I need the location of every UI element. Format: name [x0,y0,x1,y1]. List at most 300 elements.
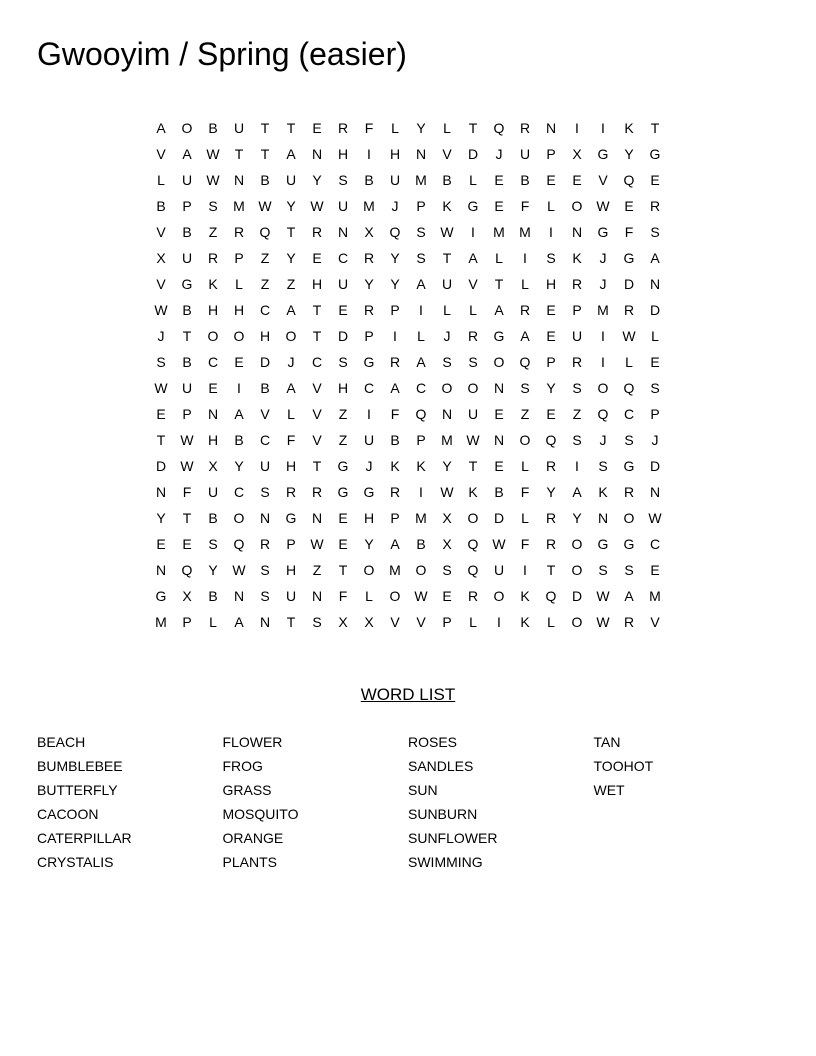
grid-letter[interactable]: I [419,302,423,318]
grid-letter[interactable]: G [623,458,635,474]
grid-letter[interactable]: Y [312,172,322,188]
grid-letter[interactable]: M [415,510,427,526]
grid-letter[interactable]: U [363,432,375,448]
grid-letter[interactable]: D [259,354,271,370]
grid-letter[interactable]: P [390,510,400,526]
grid-letter[interactable]: T [494,276,504,292]
grid-letter[interactable]: Y [546,380,556,396]
grid-letter[interactable]: E [338,302,348,318]
grid-letter[interactable]: T [546,562,556,578]
grid-letter[interactable]: I [523,562,527,578]
grid-letter[interactable]: J [443,328,451,344]
grid-letter[interactable]: C [415,380,427,396]
grid-letter[interactable]: F [520,536,530,552]
grid-letter[interactable]: J [599,250,607,266]
grid-letter[interactable]: G [337,458,349,474]
grid-letter[interactable]: E [182,536,192,552]
grid-letter[interactable]: R [571,276,583,292]
grid-letter[interactable]: S [338,354,348,370]
grid-letter[interactable]: V [442,146,452,162]
grid-letter[interactable]: E [546,172,556,188]
grid-letter[interactable]: N [259,510,271,526]
grid-letter[interactable]: D [467,146,479,162]
grid-letter[interactable]: G [363,484,375,500]
grid-letter[interactable]: S [650,224,660,240]
grid-letter[interactable]: X [208,458,218,474]
grid-letter[interactable]: N [597,510,609,526]
grid-letter[interactable]: U [571,328,583,344]
grid-letter[interactable]: H [311,276,323,292]
grid-letter[interactable]: C [623,406,635,422]
grid-letter[interactable]: H [207,432,219,448]
grid-letter[interactable]: A [494,302,504,318]
grid-letter[interactable]: H [285,562,297,578]
grid-letter[interactable]: Y [390,250,400,266]
grid-letter[interactable]: N [571,224,583,240]
grid-letter[interactable]: K [416,458,426,474]
grid-letter[interactable]: R [467,588,479,604]
grid-letter[interactable]: R [545,510,557,526]
grid-letter[interactable]: G [181,276,193,292]
grid-letter[interactable]: T [338,562,348,578]
grid-letter[interactable]: U [389,172,401,188]
grid-letter[interactable]: B [416,536,426,552]
grid-letter[interactable]: H [545,276,557,292]
grid-letter[interactable]: E [650,562,660,578]
grid-letter[interactable]: J [287,354,295,370]
grid-letter[interactable]: Q [389,224,401,240]
grid-letter[interactable]: O [571,614,583,630]
grid-letter[interactable]: C [207,354,219,370]
grid-letter[interactable]: W [466,432,480,448]
grid-letter[interactable]: G [597,146,609,162]
grid-letter[interactable]: Y [286,250,296,266]
grid-letter[interactable]: C [259,432,271,448]
grid-letter[interactable]: Q [545,432,557,448]
grid-letter[interactable]: A [156,120,166,136]
grid-letter[interactable]: R [259,536,271,552]
grid-letter[interactable]: W [596,588,610,604]
grid-letter[interactable]: O [363,562,375,578]
grid-letter[interactable]: L [521,510,529,526]
grid-letter[interactable]: G [597,224,609,240]
grid-letter[interactable]: S [312,614,322,630]
grid-letter[interactable]: W [206,172,220,188]
grid-letter[interactable]: Z [338,432,348,448]
grid-letter[interactable]: M [155,614,167,630]
grid-letter[interactable]: J [495,146,503,162]
grid-letter[interactable]: E [650,172,660,188]
grid-letter[interactable]: L [625,354,633,370]
grid-letter[interactable]: B [208,588,218,604]
grid-letter[interactable]: N [441,406,453,422]
grid-letter[interactable]: Q [597,406,609,422]
grid-letter[interactable]: K [520,588,530,604]
grid-letter[interactable]: M [441,432,453,448]
grid-letter[interactable]: S [208,198,218,214]
grid-letter[interactable]: C [233,484,245,500]
grid-letter[interactable]: I [549,224,553,240]
grid-letter[interactable]: U [467,406,479,422]
grid-letter[interactable]: G [155,588,167,604]
grid-letter[interactable]: Y [364,276,374,292]
grid-letter[interactable]: K [520,614,530,630]
grid-letter[interactable]: U [207,484,219,500]
grid-letter[interactable]: F [520,198,530,214]
grid-letter[interactable]: L [469,614,477,630]
grid-letter[interactable]: K [624,120,634,136]
grid-letter[interactable]: V [312,406,322,422]
grid-letter[interactable]: T [312,328,322,344]
grid-letter[interactable]: F [390,406,400,422]
grid-letter[interactable]: V [650,614,660,630]
grid-letter[interactable]: O [467,510,479,526]
grid-letter[interactable]: W [596,198,610,214]
grid-letter[interactable]: L [365,588,373,604]
grid-letter[interactable]: L [469,302,477,318]
grid-letter[interactable]: N [233,588,245,604]
grid-letter[interactable]: G [467,198,479,214]
grid-letter[interactable]: B [208,120,218,136]
grid-letter[interactable]: I [367,406,371,422]
grid-letter[interactable]: N [233,172,245,188]
grid-letter[interactable]: P [182,198,192,214]
grid-letter[interactable]: Z [312,562,322,578]
grid-letter[interactable]: A [390,380,400,396]
grid-letter[interactable]: N [493,432,505,448]
grid-letter[interactable]: A [650,250,660,266]
grid-letter[interactable]: A [286,302,296,318]
grid-letter[interactable]: L [209,614,217,630]
grid-letter[interactable]: R [623,614,635,630]
grid-letter[interactable]: U [181,380,193,396]
grid-letter[interactable]: D [571,588,583,604]
grid-letter[interactable]: X [442,536,452,552]
grid-letter[interactable]: P [364,328,374,344]
grid-letter[interactable]: G [649,146,661,162]
grid-letter[interactable]: U [337,276,349,292]
grid-letter[interactable]: S [546,250,556,266]
grid-letter[interactable]: O [389,588,401,604]
grid-letter[interactable]: E [494,458,504,474]
grid-letter[interactable]: W [206,146,220,162]
grid-letter[interactable]: U [259,458,271,474]
grid-letter[interactable]: N [545,120,557,136]
grid-letter[interactable]: W [180,458,194,474]
grid-letter[interactable]: V [598,172,608,188]
grid-letter[interactable]: C [363,380,375,396]
grid-letter[interactable]: R [571,354,583,370]
grid-letter[interactable]: L [443,120,451,136]
grid-letter[interactable]: B [234,432,244,448]
grid-letter[interactable]: H [233,302,245,318]
grid-letter[interactable]: U [285,172,297,188]
grid-letter[interactable]: W [154,302,168,318]
grid-letter[interactable]: Y [416,120,426,136]
grid-letter[interactable]: T [650,120,660,136]
grid-letter[interactable]: T [312,458,322,474]
grid-letter[interactable]: O [493,354,505,370]
grid-letter[interactable]: P [546,354,556,370]
grid-letter[interactable]: O [493,588,505,604]
grid-letter[interactable]: A [624,588,634,604]
grid-letter[interactable]: S [624,432,634,448]
grid-letter[interactable]: C [311,354,323,370]
grid-letter[interactable]: H [259,328,271,344]
grid-letter[interactable]: V [390,614,400,630]
grid-letter[interactable]: P [572,302,582,318]
grid-letter[interactable]: F [286,432,296,448]
grid-letter[interactable]: M [649,588,661,604]
grid-letter[interactable]: R [363,302,375,318]
grid-letter[interactable]: R [545,458,557,474]
grid-letter[interactable]: J [599,276,607,292]
grid-letter[interactable]: P [390,302,400,318]
grid-letter[interactable]: E [338,510,348,526]
grid-letter[interactable]: Q [233,536,245,552]
grid-letter[interactable]: B [208,510,218,526]
grid-letter[interactable]: L [417,328,425,344]
grid-letter[interactable]: L [495,250,503,266]
grid-letter[interactable]: R [389,354,401,370]
grid-letter[interactable]: R [311,484,323,500]
grid-letter[interactable]: S [156,354,166,370]
grid-letter[interactable]: V [156,224,166,240]
grid-letter[interactable]: Y [286,198,296,214]
grid-letter[interactable]: G [285,510,297,526]
grid-letter[interactable]: S [624,562,634,578]
grid-letter[interactable]: I [601,328,605,344]
grid-letter[interactable]: X [442,510,452,526]
grid-letter[interactable]: V [312,432,322,448]
grid-letter[interactable]: P [234,250,244,266]
grid-letter[interactable]: K [468,484,478,500]
grid-letter[interactable]: K [390,458,400,474]
grid-letter[interactable]: V [156,146,166,162]
grid-letter[interactable]: Z [208,224,218,240]
grid-letter[interactable]: L [547,198,555,214]
grid-letter[interactable]: G [623,536,635,552]
grid-letter[interactable]: V [312,380,322,396]
grid-letter[interactable]: E [546,328,556,344]
grid-letter[interactable]: S [520,380,530,396]
grid-letter[interactable]: U [285,588,297,604]
grid-letter[interactable]: R [207,250,219,266]
grid-letter[interactable]: B [182,354,192,370]
grid-letter[interactable]: A [234,406,244,422]
grid-letter[interactable]: I [237,380,241,396]
grid-letter[interactable]: E [234,354,244,370]
grid-letter[interactable]: T [312,302,322,318]
grid-letter[interactable]: Q [519,354,531,370]
grid-letter[interactable]: B [260,172,270,188]
grid-letter[interactable]: A [520,328,530,344]
grid-letter[interactable]: P [650,406,660,422]
grid-letter[interactable]: B [182,302,192,318]
grid-letter[interactable]: E [156,536,166,552]
grid-letter[interactable]: R [233,224,245,240]
grid-letter[interactable]: X [182,588,192,604]
grid-letter[interactable]: W [310,198,324,214]
grid-letter[interactable]: P [546,146,556,162]
grid-letter[interactable]: L [521,276,529,292]
grid-letter[interactable]: E [156,406,166,422]
grid-letter[interactable]: G [623,250,635,266]
grid-letter[interactable]: Y [364,536,374,552]
grid-letter[interactable]: L [391,120,399,136]
grid-letter[interactable]: X [364,224,374,240]
grid-letter[interactable]: I [393,328,397,344]
grid-letter[interactable]: X [572,146,582,162]
grid-letter[interactable]: D [623,276,635,292]
grid-letter[interactable]: T [286,120,296,136]
grid-letter[interactable]: X [156,250,166,266]
grid-letter[interactable]: H [363,510,375,526]
grid-letter[interactable]: W [310,536,324,552]
grid-letter[interactable]: E [624,198,634,214]
grid-letter[interactable]: M [519,224,531,240]
grid-letter[interactable]: Y [572,510,582,526]
grid-letter[interactable]: O [519,432,531,448]
grid-letter[interactable]: M [493,224,505,240]
grid-letter[interactable]: I [575,120,579,136]
grid-letter[interactable]: O [181,120,193,136]
grid-letter[interactable]: X [338,614,348,630]
grid-letter[interactable]: O [597,380,609,396]
grid-letter[interactable]: P [442,614,452,630]
grid-letter[interactable]: T [468,120,478,136]
grid-letter[interactable]: A [416,276,426,292]
grid-letter[interactable]: E [494,172,504,188]
grid-letter[interactable]: D [155,458,167,474]
grid-letter[interactable]: D [493,510,505,526]
grid-letter[interactable]: K [442,198,452,214]
grid-letter[interactable]: T [156,432,166,448]
grid-letter[interactable]: H [337,146,349,162]
grid-letter[interactable]: C [337,250,349,266]
grid-letter[interactable]: P [286,536,296,552]
grid-letter[interactable]: J [157,328,165,344]
grid-letter[interactable]: T [468,458,478,474]
grid-letter[interactable]: B [260,380,270,396]
grid-letter[interactable]: W [596,614,610,630]
grid-letter[interactable]: W [440,224,454,240]
grid-letter[interactable]: N [415,146,427,162]
grid-letter[interactable]: L [157,172,165,188]
grid-letter[interactable]: V [156,276,166,292]
grid-letter[interactable]: Y [624,146,634,162]
grid-letter[interactable]: G [363,354,375,370]
grid-letter[interactable]: I [367,146,371,162]
grid-letter[interactable]: K [598,484,608,500]
grid-letter[interactable]: C [649,536,661,552]
grid-letter[interactable]: V [260,406,270,422]
grid-letter[interactable]: I [419,484,423,500]
grid-letter[interactable]: S [650,380,660,396]
grid-letter[interactable]: O [285,328,297,344]
grid-letter[interactable]: N [155,484,167,500]
grid-letter[interactable]: S [260,562,270,578]
grid-letter[interactable]: D [649,302,661,318]
grid-letter[interactable]: S [442,562,452,578]
grid-letter[interactable]: Y [208,562,218,578]
grid-letter[interactable]: N [207,406,219,422]
grid-letter[interactable]: G [337,484,349,500]
grid-letter[interactable]: E [312,250,322,266]
grid-letter[interactable]: W [648,510,662,526]
grid-letter[interactable]: M [597,302,609,318]
grid-letter[interactable]: E [494,406,504,422]
grid-letter[interactable]: S [572,380,582,396]
grid-letter[interactable]: F [364,120,374,136]
grid-letter[interactable]: J [391,198,399,214]
grid-letter[interactable]: U [493,562,505,578]
grid-letter[interactable]: T [182,328,192,344]
grid-letter[interactable]: O [623,510,635,526]
grid-letter[interactable]: B [520,172,530,188]
grid-letter[interactable]: K [208,276,218,292]
grid-letter[interactable]: S [598,458,608,474]
grid-letter[interactable]: H [285,458,297,474]
grid-letter[interactable]: O [441,380,453,396]
grid-letter[interactable]: W [622,328,636,344]
grid-letter[interactable]: Y [234,458,244,474]
grid-letter[interactable]: O [233,328,245,344]
grid-letter[interactable]: L [235,276,243,292]
grid-letter[interactable]: E [338,536,348,552]
grid-letter[interactable]: M [233,198,245,214]
grid-letter[interactable]: U [181,172,193,188]
grid-letter[interactable]: L [443,302,451,318]
grid-letter[interactable]: E [546,302,556,318]
grid-letter[interactable]: U [337,198,349,214]
grid-letter[interactable]: Q [259,224,271,240]
grid-letter[interactable]: Q [467,536,479,552]
grid-letter[interactable]: R [649,198,661,214]
grid-letter[interactable]: P [416,198,426,214]
grid-letter[interactable]: Z [338,406,348,422]
grid-letter[interactable]: H [207,302,219,318]
grid-letter[interactable]: O [571,562,583,578]
grid-letter[interactable]: E [208,380,218,396]
grid-letter[interactable]: S [416,250,426,266]
grid-letter[interactable]: W [154,380,168,396]
grid-letter[interactable]: F [338,588,348,604]
grid-letter[interactable]: R [363,250,375,266]
grid-letter[interactable]: M [415,172,427,188]
grid-letter[interactable]: Q [623,172,635,188]
grid-letter[interactable]: R [467,328,479,344]
grid-letter[interactable]: L [547,614,555,630]
grid-letter[interactable]: B [182,224,192,240]
grid-letter[interactable]: B [442,172,452,188]
grid-letter[interactable]: W [492,536,506,552]
grid-letter[interactable]: J [651,432,659,448]
grid-letter[interactable]: E [442,588,452,604]
grid-letter[interactable]: R [623,302,635,318]
grid-letter[interactable]: R [311,224,323,240]
grid-letter[interactable]: I [523,250,527,266]
grid-letter[interactable]: S [416,224,426,240]
grid-letter[interactable]: S [442,354,452,370]
grid-letter[interactable]: P [182,614,192,630]
grid-letter[interactable]: U [233,120,245,136]
grid-letter[interactable]: Y [156,510,166,526]
grid-letter[interactable]: Q [467,562,479,578]
grid-letter[interactable]: Q [623,380,635,396]
grid-letter[interactable]: R [337,120,349,136]
grid-letter[interactable]: T [234,146,244,162]
